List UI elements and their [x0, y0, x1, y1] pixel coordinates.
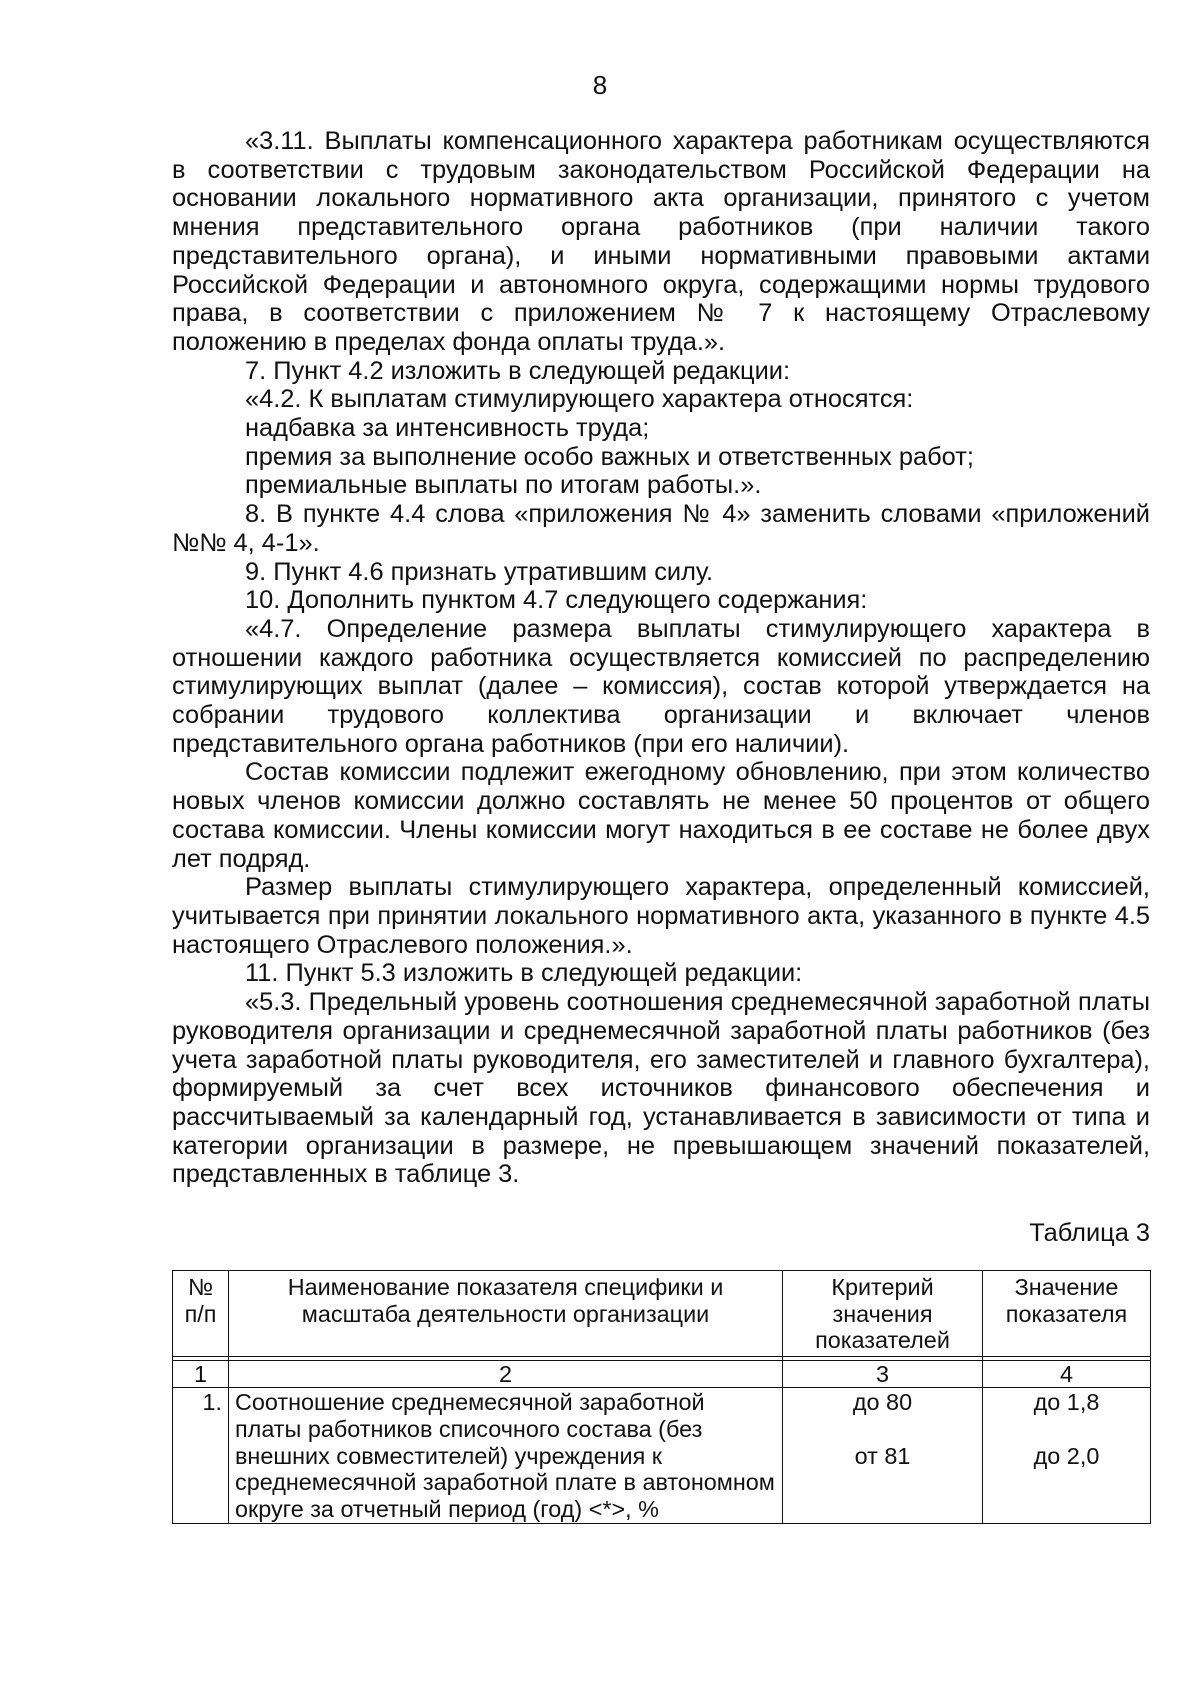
- row-indicator-name: Соотношение среднемесячной заработной платы работников списочного состава (без внешних совместителей) учреждения к среднемесячной заработной плате в автономном округе за отчетный период (год) <*>, %: [229, 1388, 783, 1524]
- row-number: 1.: [173, 1388, 229, 1524]
- paragraph-allowance: надбавка за интенсивность труда;: [245, 414, 650, 443]
- criteria-value: до 80: [852, 1389, 913, 1416]
- column-number: 3: [783, 1360, 983, 1388]
- paragraph-payment-size: Размер выплаты стимулирующего характера, определенный комиссией, учитывается при принятии локального нормативного акта, указанного в пункте 4.5 настоящего Отраслевого положения.».: [172, 873, 1150, 959]
- header-number: № п/п: [173, 1271, 229, 1357]
- paragraph-4-2: «4.2. К выплатам стимулирующего характера относятся:: [245, 385, 914, 414]
- row-value: [983, 1388, 1151, 1524]
- paragraph-item-10: 10. Дополнить пунктом 4.7 следующего содержания:: [245, 586, 868, 615]
- paragraph-4-7: «4.7. Определение размера выплаты стимулирующего характера в отношении каждого работника осуществляется комиссией по распределению стимулирующих выплат (далее – комиссия), состав которой утверждается на собрании трудового коллектива организации и включает членов представительного органа работников (при его наличии).: [172, 614, 1150, 758]
- paragraph-item-8: 8. В пункте 4.4 слова «приложения № 4» заменить словами «приложений №№ 4, 4-1».: [172, 500, 1150, 557]
- page-number: 8: [592, 70, 608, 100]
- paragraph-item-7: 7. Пункт 4.2 изложить в следующей редакции:: [245, 356, 791, 385]
- paragraph-item-9: 9. Пункт 4.6 признать утратившим силу.: [245, 557, 714, 586]
- column-number-row: [173, 1360, 1151, 1388]
- paragraph-3-11: «3.11. Выплаты компенсационного характера работникам осуществляются в соответствии с трудовым законодательством Российской Федерации на основании локального нормативного акта организации, принятого с учетом мнения представительного органа работников (при наличии такого представительного органа), и иными нормативными правовыми актами Российской Федерации и автономного округа, содержащими нормы трудового права, в соответствии с приложением № 7 к настоящему Отраслевому положению в пределах фонда оплаты труда.».: [172, 127, 1150, 356]
- column-number: 1: [173, 1360, 229, 1388]
- table-caption: Таблица 3: [1029, 1219, 1150, 1247]
- header-indicator-name: Наименование показателя специфики и масштаба деятельности организации: [229, 1271, 783, 1357]
- paragraph-premium: премиальные выплаты по итогам работы.».: [245, 471, 762, 500]
- paragraph-bonus: премия за выполнение особо важных и ответственных работ;: [245, 442, 974, 471]
- table-header-row: [173, 1271, 1151, 1357]
- indicator-value: до 1,8: [1033, 1389, 1100, 1416]
- paragraph-commission-composition: Состав комиссии подлежит ежегодному обновлению, при этом количество новых членов комиссии должно составлять не менее 50 процентов от общего состава комиссии. Члены комиссии могут находиться в ее составе не более двух лет подряд.: [172, 758, 1150, 873]
- paragraph-item-11: 11. Пункт 5.3 изложить в следующей редакции:: [245, 959, 803, 988]
- header-criteria: Критерий значения показателей: [783, 1271, 983, 1357]
- paragraph-5-3: «5.3. Предельный уровень соотношения среднемесячной заработной платы руководителя организации и среднемесячной заработной платы работников (без учета заработной платы руководителя, его заместителей и главного бухгалтера), формируемый за счет всех источников финансового обеспечения и рассчитываемый за календарный год, устанавливается в зависимости от типа и категории организации в размере, не превышающем значений показателей, представленных в таблице 3.: [172, 988, 1150, 1189]
- document-body: [172, 127, 1150, 1189]
- column-number: 2: [229, 1360, 783, 1388]
- column-number: 4: [983, 1360, 1151, 1388]
- header-value: Значение показателя: [983, 1271, 1151, 1357]
- indicator-table: [172, 1270, 1151, 1524]
- table-row: [173, 1388, 1151, 1524]
- criteria-value: от 81: [854, 1442, 911, 1469]
- row-criteria: [783, 1388, 983, 1524]
- indicator-value: до 2,0: [1033, 1442, 1100, 1469]
